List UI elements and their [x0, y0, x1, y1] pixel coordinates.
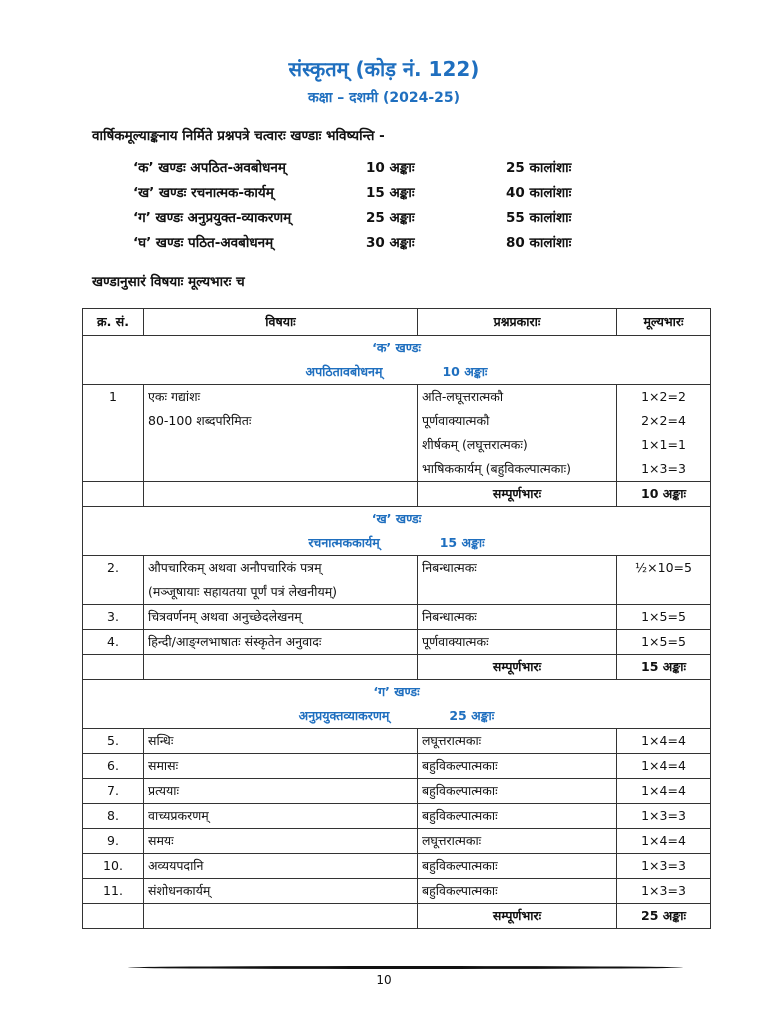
section-label: ‘ग’ खण्डः	[373, 684, 420, 699]
row-weight: 1×4=4	[617, 754, 711, 779]
section-periods: 40 कालांशाः	[506, 185, 572, 201]
row-topic: प्रत्ययाः	[144, 779, 418, 804]
total-label: सम्पूर्णभारः	[418, 482, 617, 507]
table-row	[83, 779, 711, 804]
distribution-label: खण्डानुसारं विषयाः मूल्यभारः च	[92, 274, 245, 290]
row-weight: 1×1=1	[641, 437, 686, 452]
row-topic: अव्ययपदानि	[144, 854, 418, 879]
row-type: शीर्षकम् (लघूत्तरात्मकः)	[422, 437, 528, 452]
section-title: अपठितावबोधनम्	[305, 364, 383, 379]
total-row	[83, 655, 711, 680]
row-number: 10.	[83, 854, 144, 879]
row-topic: एकः गद्यांशः	[148, 389, 201, 404]
row-number: 4.	[83, 630, 144, 655]
section-marks: 25 अङ्काः	[366, 210, 415, 226]
row-number: 5.	[83, 729, 144, 754]
row-type: बहुविकल्पात्मकाः	[418, 754, 617, 779]
row-type: बहुविकल्पात्मकाः	[418, 879, 617, 904]
section-name: ‘क’ खण्डः अपठित-अवबोधनम्	[133, 160, 286, 176]
row-type: निबन्धात्मकः	[418, 556, 617, 605]
row-type: लघूत्तरात्मकाः	[418, 729, 617, 754]
row-type: बहुविकल्पात्मकाः	[418, 854, 617, 879]
row-type: लघूत्तरात्मकाः	[418, 829, 617, 854]
section-name: ‘ख’ खण्डः रचनात्मक-कार्यम्	[133, 185, 274, 201]
section-title: रचनात्मककार्यम्	[308, 535, 380, 550]
row-type: बहुविकल्पात्मकाः	[418, 779, 617, 804]
row-number: 1	[83, 385, 144, 482]
section-periods: 55 कालांशाः	[506, 210, 572, 226]
row-topic-detail: 80-100 शब्दपरिमितः	[148, 413, 252, 428]
section-title: अनुप्रयुक्तव्याकरणम्	[298, 708, 390, 723]
table-row	[83, 879, 711, 904]
total-label: सम्पूर्णभारः	[418, 904, 617, 929]
total-row	[83, 482, 711, 507]
table-row	[83, 754, 711, 779]
row-weight: 1×3=3	[617, 879, 711, 904]
header-topics: विषयाः	[144, 309, 418, 336]
row-number: 7.	[83, 779, 144, 804]
table-row	[83, 385, 711, 482]
row-topic: समासः	[144, 754, 418, 779]
footer-divider	[128, 966, 683, 969]
page-title: संस्कृतम् (कोड़ नं. 122)	[288, 57, 480, 81]
total-value: 25 अङ्काः	[617, 904, 711, 929]
page-subtitle: कक्षा – दशमी (2024-25)	[307, 90, 461, 106]
row-type: पूर्णवाक्यात्मकः	[418, 630, 617, 655]
total-value: 15 अङ्काः	[617, 655, 711, 680]
row-topic: सन्धिः	[144, 729, 418, 754]
row-type: पूर्णवाक्यात्मकौ	[422, 413, 490, 428]
table-row	[83, 804, 711, 829]
row-weight: 2×2=4	[641, 413, 686, 428]
table-row	[83, 605, 711, 630]
section-marks: 10 अङ्काः	[366, 160, 415, 176]
intro-text: वार्षिकमूल्याङ्कनाय निर्मिते प्रश्नपत्रे चत्वारः खण्डाः भविष्यन्ति -	[92, 128, 385, 144]
row-topic: चित्रवर्णनम् अथवा अनुच्छेदलेखनम्	[144, 605, 418, 630]
row-weight: 1×4=4	[617, 729, 711, 754]
section-periods: 25 कालांशाः	[506, 160, 572, 176]
row-topic-detail: (मञ्जूषायाः सहायतया पूर्णं पत्रं लेखनीयम्)	[148, 584, 338, 599]
row-number: 8.	[83, 804, 144, 829]
row-number: 6.	[83, 754, 144, 779]
section-heading-row	[83, 680, 711, 729]
row-weight: ½×10=5	[617, 556, 711, 605]
row-number: 2.	[83, 556, 144, 605]
section-marks: 10 अङ्काः	[442, 364, 488, 379]
total-value: 10 अङ्काः	[617, 482, 711, 507]
total-label: सम्पूर्णभारः	[418, 655, 617, 680]
row-weight: 1×3=3	[617, 804, 711, 829]
table-row	[83, 829, 711, 854]
row-topic: औपचारिकम् अथवा अनौपचारिकं पत्रम्	[148, 560, 322, 575]
header-question-types: प्रश्नप्रकाराः	[418, 309, 617, 336]
header-serial: क्र. सं.	[83, 309, 144, 336]
section-name: ‘ग’ खण्डः अनुप्रयुक्त-व्याकरणम्	[133, 210, 292, 226]
row-number: 3.	[83, 605, 144, 630]
row-weight: 1×5=5	[617, 630, 711, 655]
section-name: ‘घ’ खण्डः पठित-अवबोधनम्	[133, 235, 274, 251]
section-heading-row	[83, 336, 711, 385]
row-topic: संशोधनकार्यम्	[144, 879, 418, 904]
row-weight: 1×4=4	[617, 779, 711, 804]
row-type: निबन्धात्मकः	[418, 605, 617, 630]
row-weight: 1×5=5	[617, 605, 711, 630]
table-row	[83, 556, 711, 605]
section-marks: 25 अङ्काः	[449, 708, 495, 723]
row-topic: समयः	[144, 829, 418, 854]
section-marks: 15 अङ्काः	[366, 185, 415, 201]
row-number: 9.	[83, 829, 144, 854]
row-weight: 1×3=3	[641, 461, 686, 476]
table-row	[83, 630, 711, 655]
row-type: बहुविकल्पात्मकाः	[418, 804, 617, 829]
row-topic: वाच्यप्रकरणम्	[144, 804, 418, 829]
row-type: अति-लघूत्तरात्मकौ	[422, 389, 504, 404]
table-row	[83, 729, 711, 754]
section-marks: 15 अङ्काः	[439, 535, 485, 550]
table-header-row	[83, 309, 711, 336]
section-label: ‘क’ खण्डः	[372, 340, 421, 355]
table-row	[83, 854, 711, 879]
row-number: 11.	[83, 879, 144, 904]
row-weight: 1×3=3	[617, 854, 711, 879]
total-row	[83, 904, 711, 929]
section-label: ‘ख’ खण्डः	[371, 511, 422, 526]
page-number: 10	[376, 973, 392, 987]
header-weightage: मूल्यभारः	[617, 309, 711, 336]
section-periods: 80 कालांशाः	[506, 235, 572, 251]
row-weight: 1×2=2	[641, 389, 686, 404]
row-type: भाषिककार्यम् (बहुविकल्पात्मकाः)	[422, 461, 571, 476]
section-marks: 30 अङ्काः	[366, 235, 415, 251]
section-heading-row	[83, 507, 711, 556]
row-topic: हिन्दी/आङ्ग्लभाषातः संस्कृतेन अनुवादः	[144, 630, 418, 655]
row-weight: 1×4=4	[617, 829, 711, 854]
marks-table	[82, 308, 711, 929]
